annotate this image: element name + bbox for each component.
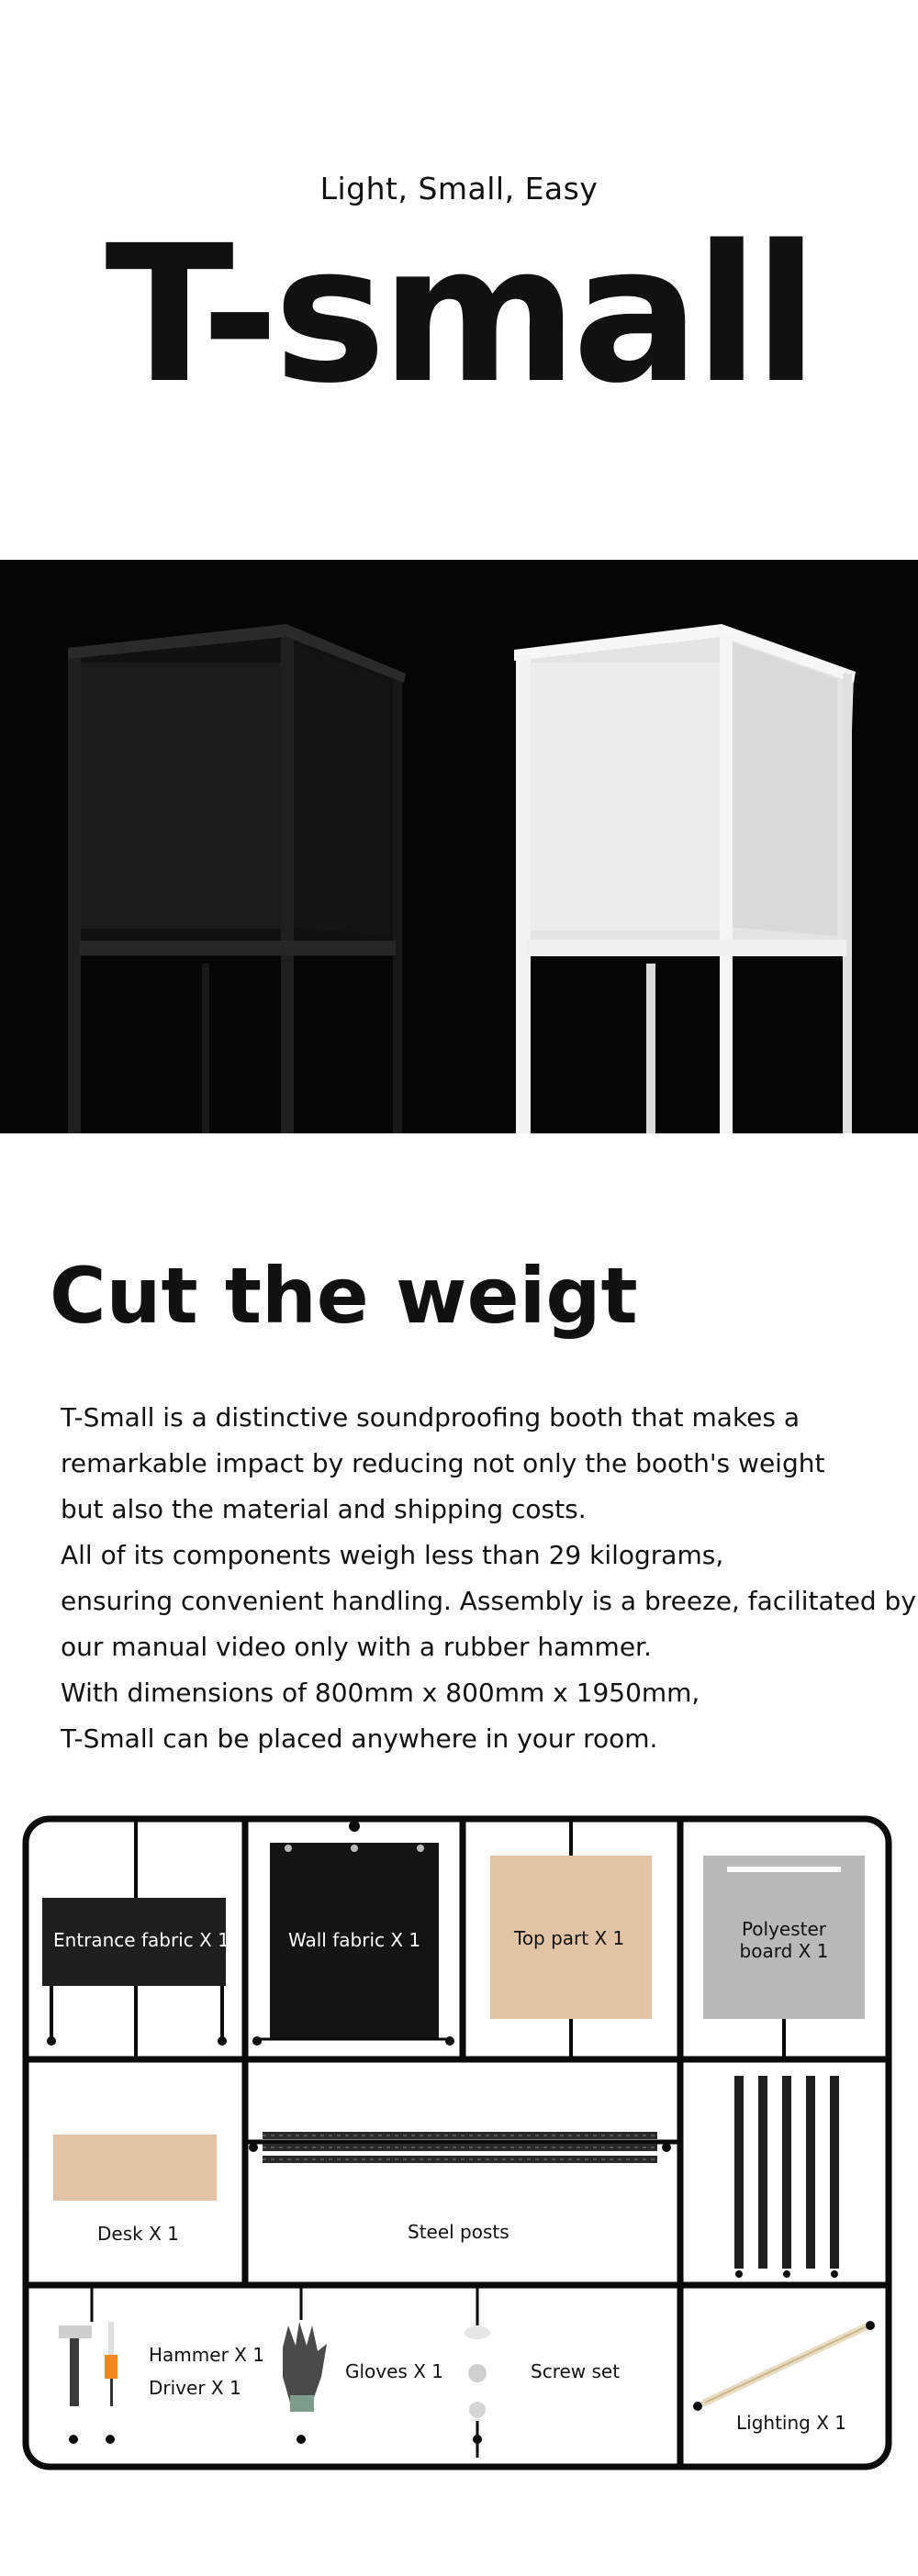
description-line: remarkable impact by reducing not only the booth's weight: [61, 1448, 825, 1478]
description-line: ensuring convenient handling. Assembly is a breeze, facilitated by: [61, 1586, 916, 1616]
vertical-posts: [734, 2076, 839, 2278]
steel-posts-label: Steel posts: [408, 2221, 509, 2243]
desk: [53, 2059, 217, 2201]
screw-set-label: Screw set: [531, 2360, 621, 2382]
description-line: T-Small can be placed anywhere in your room.: [61, 1723, 658, 1754]
description: [61, 1395, 916, 1762]
product-title: T-small: [105, 205, 813, 425]
booth-illustration: [0, 560, 918, 1133]
lighting: [693, 2321, 875, 2411]
wall-fabric-label: Wall fabric X 1: [288, 1929, 421, 1951]
parts-kit-frame: [22, 1815, 892, 2472]
polyester-label-line1: Polyester: [741, 1918, 827, 1940]
description-line: All of its components weigh less than 29 kilograms,: [61, 1540, 724, 1570]
screw-set: [465, 2285, 490, 2458]
parts-kit: [22, 1815, 892, 2472]
description-line: T-Small is a distinctive soundproofing booth that makes a: [61, 1402, 800, 1433]
gloves-label: Gloves X 1: [345, 2360, 443, 2382]
desk-label: Desk X 1: [97, 2223, 179, 2245]
entrance-fabric-label: Entrance fabric X 1: [53, 1929, 230, 1951]
top-part-label: Top part X 1: [514, 1927, 625, 1949]
white-booth: [514, 624, 856, 1133]
hammer-label: Hammer X 1: [149, 2344, 264, 2366]
driver-label: Driver X 1: [149, 2377, 241, 2399]
hammer-and-driver: [59, 2285, 118, 2444]
product-photo: [0, 560, 918, 1133]
polyester-label-line2: board X 1: [739, 1940, 829, 1962]
tagline: Light, Small, Easy: [319, 171, 599, 206]
steel-posts: [245, 2132, 680, 2163]
lighting-label: Lighting X 1: [736, 2412, 846, 2434]
black-booth: [68, 624, 406, 1133]
description-line: With dimensions of 800mm x 800mm x 1950mm,: [61, 1678, 700, 1708]
gloves: [283, 2285, 327, 2444]
description-line: our manual video only with a rubber hammer.: [61, 1632, 652, 1662]
hero-section: [0, 0, 918, 560]
section-heading: Cut the weigt: [50, 1251, 638, 1341]
description-line: but also the material and shipping costs.: [61, 1494, 587, 1524]
